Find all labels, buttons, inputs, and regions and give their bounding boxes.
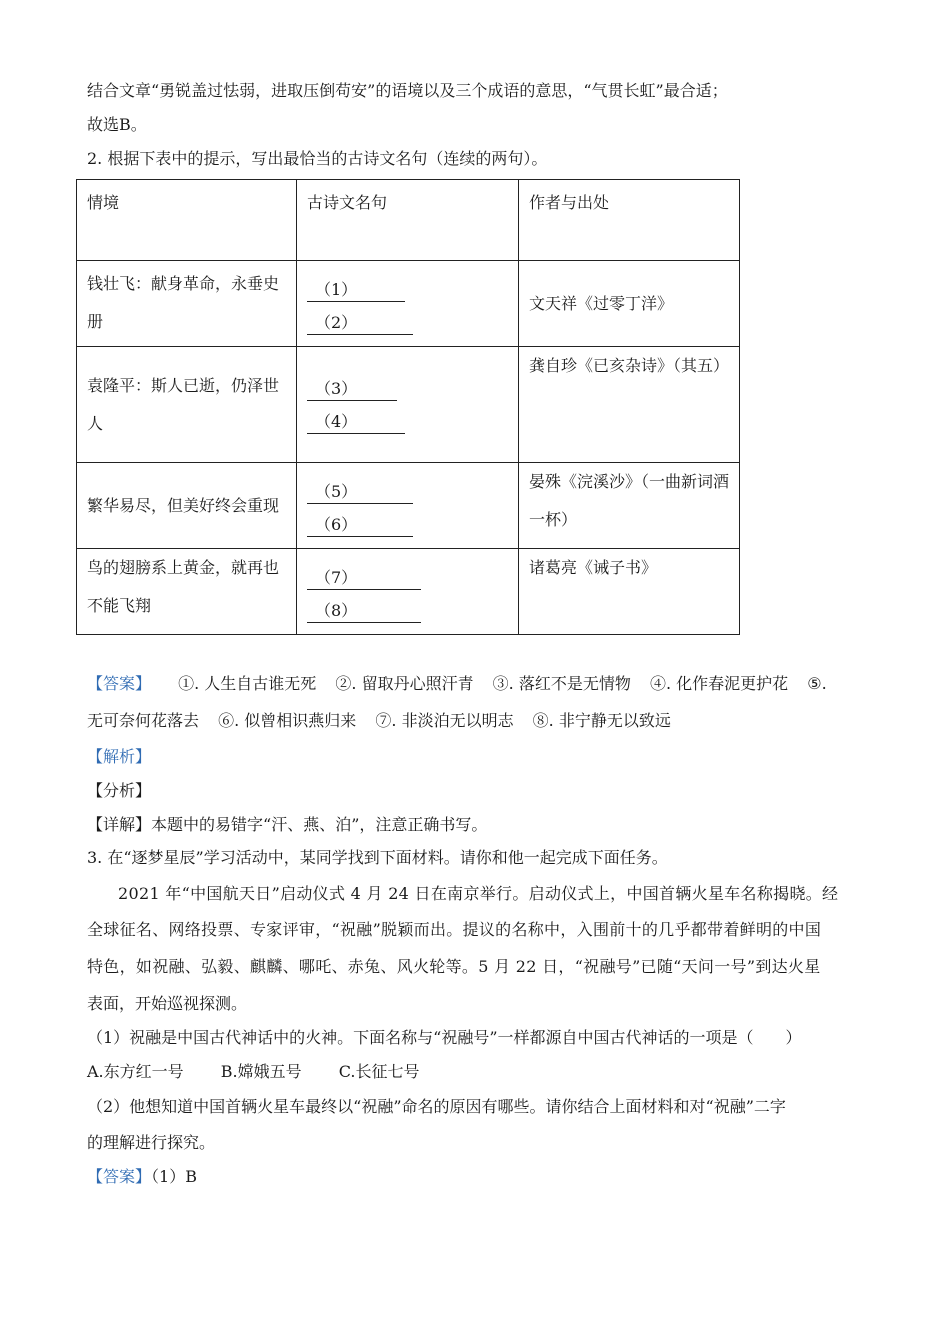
header-poem: 古诗文名句: [297, 180, 519, 261]
prev-answer-line-1: 结合文章“勇锐盖过怯弱，进取压倒苟安”的语境以及三个成语的意思，“气贯长虹”最合适；: [87, 81, 728, 100]
fenxi-tag: 【分析】: [87, 781, 152, 800]
answer-2: ②. 留取丹心照汗青: [335, 674, 474, 693]
answer-8: ⑧. 非宁静无以致远: [532, 711, 671, 730]
q2-prompt: 2. 根据下表中的提示，写出最恰当的古诗文名句（连续的两句）。: [87, 149, 548, 168]
row1-context: 钱壮飞：献身革命，永垂史册: [77, 261, 297, 347]
prev-answer-line-2: 故选B。: [87, 115, 147, 134]
answer-1: ①. 人生自古谁无死: [178, 674, 317, 693]
answer-tag: 【答案】: [87, 674, 152, 693]
row4-context: 鸟的翅膀系上黄金，就再也不能飞翔: [77, 549, 297, 635]
header-context: 情境: [77, 180, 297, 261]
row2-context: 袁隆平：斯人已逝，仍泽世人: [77, 347, 297, 463]
q3-material-line-4: 表面，开始巡视探测。: [87, 994, 248, 1013]
header-source: 作者与出处: [519, 180, 740, 261]
analysis-tag: 【解析】: [87, 747, 152, 766]
answer-5-num: ⑤.: [807, 674, 827, 693]
q3-options: [87, 1062, 419, 1082]
q3-material-line-1: 2021 年“中国航天日”启动仪式 4 月 24 日在南京举行。启动仪式上，中国首辆火星车名称揭晓。经: [118, 884, 839, 903]
blank-6[interactable]: （6）: [307, 515, 413, 537]
q2-answers-line-1: [87, 674, 827, 694]
blank-7[interactable]: （7）: [307, 568, 421, 590]
answer-3: ③. 落红不是无情物: [492, 674, 631, 693]
row3-blanks: [297, 463, 519, 549]
row3-context: 繁华易尽，但美好终会重现: [77, 463, 297, 549]
q3-material-line-2: 全球征名、网络投票、专家评审，“祝融”脱颖而出。提议的名称中，入围前十的几乎都带着鲜明的中国: [87, 920, 822, 939]
answer-7: ⑦. 非淡泊无以明志: [375, 711, 514, 730]
row1-blanks: [297, 261, 519, 347]
row4-source: 诸葛亮《诫子书》: [519, 549, 740, 635]
q3-sub2-line-2: 的理解进行探究。: [87, 1133, 216, 1152]
row3-source: 晏殊《浣溪沙》（一曲新词酒一杯）: [519, 463, 740, 549]
poetry-table: [76, 179, 740, 635]
blank-2[interactable]: （2）: [307, 313, 413, 335]
option-a: A.东方红一号: [87, 1062, 184, 1081]
detail-line: [87, 815, 487, 835]
q3-answer-text: （1）B: [151, 1167, 197, 1186]
detail-text: 本题中的易错字“汗、燕、泊”，注意正确书写。: [151, 815, 488, 834]
answer-6: ⑥. 似曾相识燕归来: [218, 711, 357, 730]
q3-prompt: 3. 在“逐梦星辰”学习活动中，某同学找到下面材料。请你和他一起完成下面任务。: [87, 848, 668, 867]
answer-5-text: 无可奈何花落去: [87, 711, 200, 730]
row1-source: 文天祥《过零丁洋》: [519, 261, 740, 347]
blank-8[interactable]: （8）: [307, 601, 421, 623]
option-b: B.嫦娥五号: [220, 1062, 302, 1081]
detail-tag: 【详解】: [87, 815, 152, 834]
q3-answer-tag: 【答案】: [87, 1167, 152, 1186]
q3-sub1: （1）祝融是中国古代神话中的火神。下面名称与“祝融号”一样都源自中国古代神话的一项是（ ）: [87, 1028, 802, 1047]
q3-material-line-3: 特色，如祝融、弘毅、麒麟、哪吒、赤兔、风火轮等。5 月 22 日，“祝融号”已随“天问一号”到达火星: [87, 957, 821, 976]
q3-sub2-line-1: （2）他想知道中国首辆火星车最终以“祝融”命名的原因有哪些。请你结合上面材料和对“祝融”二字: [87, 1097, 786, 1116]
row2-source: 龚自珍《已亥杂诗》（其五）: [519, 347, 740, 463]
blank-5[interactable]: （5）: [307, 482, 413, 504]
blank-4[interactable]: （4）: [307, 412, 405, 434]
q3-answer: [87, 1167, 197, 1187]
answer-4: ④. 化作春泥更护花: [649, 674, 789, 693]
q2-answers-line-2: [87, 711, 685, 731]
option-c: C.长征七号: [338, 1062, 420, 1081]
blank-3[interactable]: （3）: [307, 379, 397, 401]
row4-blanks: [297, 549, 519, 635]
blank-1[interactable]: （1）: [307, 280, 405, 302]
row2-blanks: [297, 347, 519, 463]
